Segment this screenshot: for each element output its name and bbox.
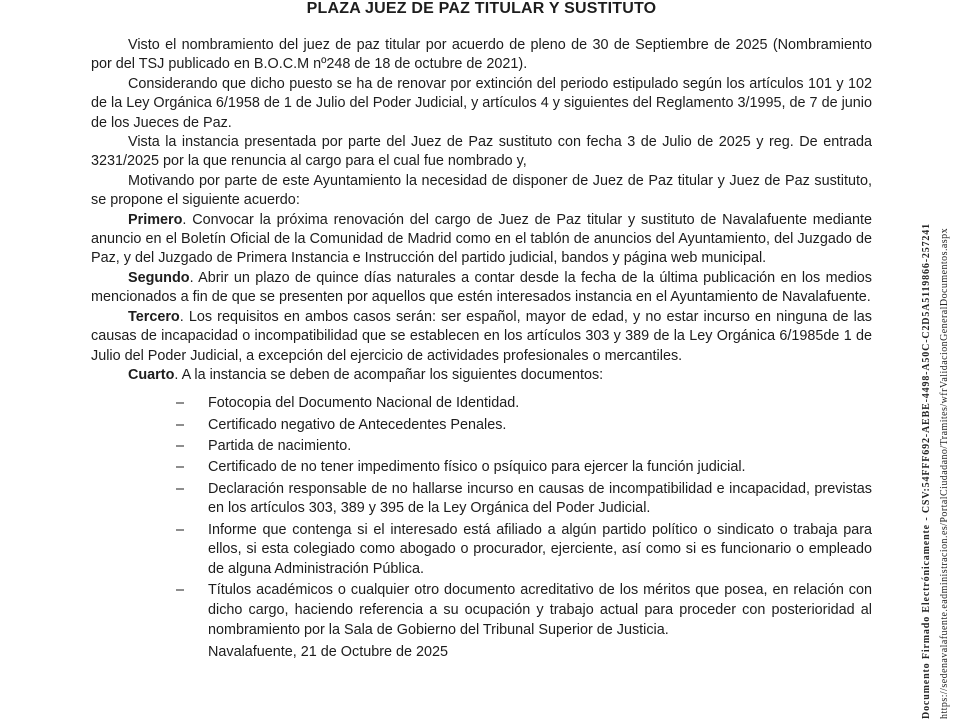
paragraph [91, 269, 872, 308]
list-item [91, 521, 872, 580]
paragraph-lead: Tercero [128, 308, 180, 325]
list-item-text: Partida de nacimiento. [208, 437, 352, 454]
dash-bullet: – [176, 480, 185, 497]
paragraph-text: . A la instancia se deben de acompañar los siguientes documentos: [174, 366, 604, 383]
list-item [91, 480, 872, 520]
paragraph-text: Vista la instancia presentada por parte del Juez de Paz sustituto con fecha 3 de Julio de 2025 y reg. De entrada 3231/2025 por la que renuncia al cargo para el cual fue nombrado y, [91, 134, 872, 170]
dash-bullet: – [176, 416, 185, 433]
document-body [91, 36, 872, 662]
required-documents-list [91, 394, 872, 641]
list-item-text: Títulos académicos o cualquier otro documento acreditativo de los méritos que posea, en relación con dicho cargo, haciendo referencia a su ocupación y trabajo actual para proceder con posterioridad al nombramiento por la Sala de Gobierno del Tribunal Superior de Justicia. [208, 582, 872, 639]
paragraph-text: Considerando que dicho puesto se ha de renovar por extinción del periodo estipulado según los artículos 101 y 102 de la Ley Orgánica 6/1958 de 1 de Julio del Poder Judicial, y artículos 4 y siguientes del Reglamento 3/1995, de 7 de junio de los Jueces de Paz. [91, 75, 872, 131]
list-item [91, 416, 872, 436]
list-item [91, 581, 872, 640]
paragraph [91, 172, 872, 211]
list-item [91, 394, 872, 414]
list-item-text: Declaración responsable de no hallarse incurso en causas de incompatibilidad e incapacidad, previstas en los artículos 303, 389 y 395 de la Ley Orgánica del Poder Judicial. [208, 480, 872, 517]
list-item [91, 437, 872, 457]
paragraph [91, 75, 872, 133]
paragraph-text: Motivando por parte de este Ayuntamiento la necesidad de disponer de Juez de Paz titular y Juez de Paz sustituto, se propone el siguiente acuerdo: [91, 172, 872, 209]
dash-bullet: – [176, 582, 185, 599]
paragraph-text: . Convocar la próxima renovación del cargo de Juez de Paz titular y sustituto de Navalafuente mediante anuncio en el Boletín Oficial de la Comunidad de Madrid como en el tablón de anuncios del Ayuntamiento, del Juzgado de Paz, y del Juzgado de Primera Instancia e Instrucción del partido judicial, bandos y página web municipal. [91, 211, 872, 267]
paragraph [91, 133, 872, 172]
list-item-text: Certificado de no tener impedimento físico o psíquico para ejercer la función judicial. [208, 459, 746, 476]
validation-url-text: https://sedenavalafuente.eadministracion.es/PortalCiudadano/Tramites/wfrValidacionGeneralDocumentos.aspx [939, 227, 950, 719]
dash-bullet: – [176, 437, 185, 454]
dateline: Navalafuente, 21 de Octubre de 2025 [208, 643, 449, 660]
paragraph-lead: Cuarto [128, 366, 175, 383]
paragraph [91, 36, 872, 75]
paragraph [91, 308, 872, 366]
document-title-text: PLAZA JUEZ DE PAZ TITULAR Y SUSTITUTO [304, 0, 660, 14]
paragraph-text: . Abrir un plazo de quince días naturales a contar desde la fecha de la última publicación en los medios mencionados a fin de que se presenten por aquellos que estén interesados instancia en el Ayuntamiento de Navalafuente. [91, 269, 872, 306]
list-item-text: Fotocopia del Documento Nacional de Identidad. [208, 395, 520, 412]
paragraph-text: . Los requisitos en ambos casos serán: ser español, mayor de edad, y no estar incurso en ninguna de las causas de incapacidad o incompatibilidad que se establecen en los artículos 303 y 389 de la Ley Orgánica 6/1985de 1 de Julio del Poder Judicial, a excepción del ejercicio de actividades profesionales o mercantiles. [91, 308, 872, 364]
dash-bullet: – [176, 521, 185, 538]
list-item-text: Informe que contenga si el interesado está afiliado a algún partido político o sindicato o trabaja para ellos, si esta colegiado como abogado o procurador, ejerciente, así como si es funcionario o empleado de alguna Administración Pública. [208, 521, 872, 578]
dash-bullet: – [176, 395, 185, 412]
list-item [91, 458, 872, 478]
document-title [91, 0, 872, 14]
list-item-text: Certificado negativo de Antecedentes Penales. [208, 416, 507, 433]
paragraph-lead: Segundo [128, 269, 190, 286]
paragraph [91, 366, 872, 385]
paragraph-text: Visto el nombramiento del juez de paz titular por acuerdo de pleno de 30 de Septiembre de 2025 (Nombramiento por del TSJ publicado en B.O.C.M nº248 de 18 de octubre de 2021). [91, 37, 872, 73]
signature-csv-text: Documento Firmado Electrónicamente - CSV:54FFF692-AEBE-4498-A50C-C2D5A5119866-257241 [921, 223, 932, 719]
paragraph [91, 211, 872, 269]
dash-bullet: – [176, 459, 185, 476]
paragraph-lead: Primero [128, 211, 183, 228]
